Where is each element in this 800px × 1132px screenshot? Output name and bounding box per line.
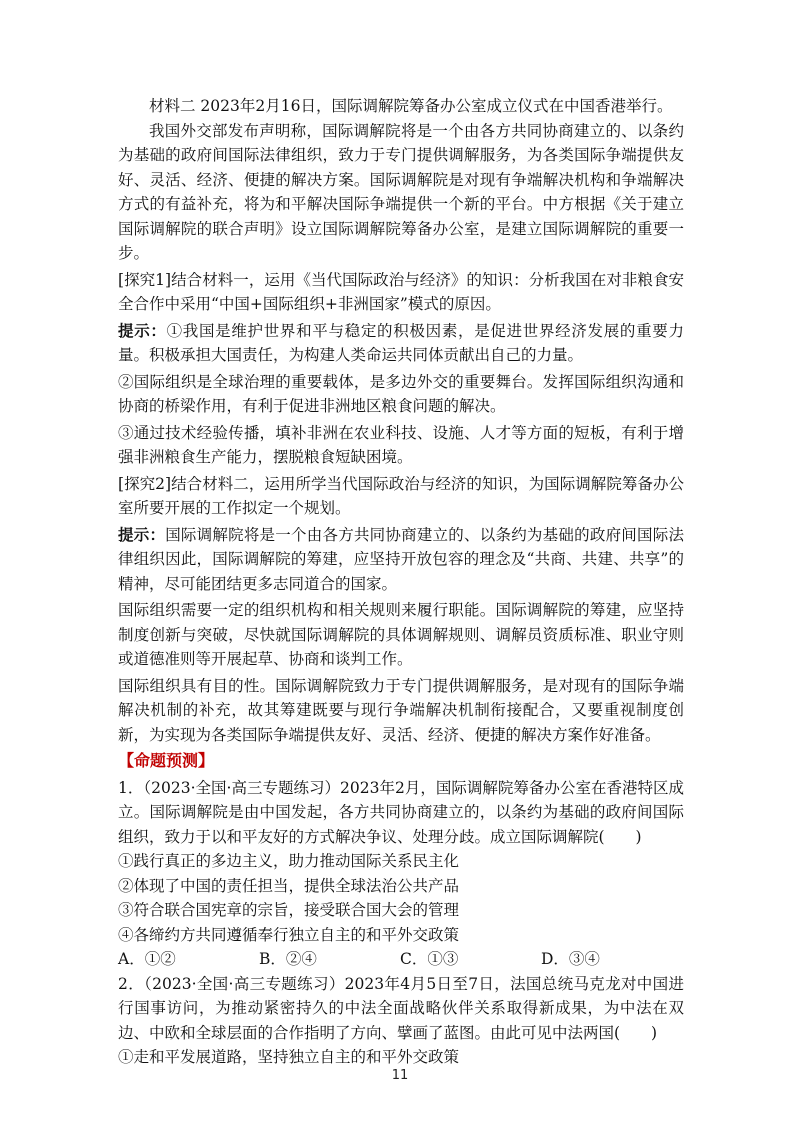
question-1-statement-1: ①践行真正的多边主义，助力推动国际关系民主化 xyxy=(118,852,460,870)
option-d: D．③④ xyxy=(541,950,600,968)
explore2-question: [探究2]结合材料二，运用所学当代国际政治与经济的知识，为国际调解院筹备办公室所要开展的工作拟定一个规划。 xyxy=(118,474,684,517)
explore2-hint-3: 国际组织具有目的性。国际调解院致力于专门提供调解服务，是对现有的国际争端解决机制的补充，故其筹建既要与现行争端解决机制衔接配合，又要重视制度创新，为实现为各类国际争端提供友好、灵活、经济、便捷的解决方案作好准备。 xyxy=(118,676,684,744)
option-a: A．①② xyxy=(118,950,176,968)
question-1-stem: 1．（2023·全国·高三专题练习）2023年2月，国际调解院筹备办公室在香港特区成立。国际调解院是由中国发起，各方共同协商建立的，以条约为基础的政府间国际组织，致力于以和平友好的方式解决争议、处理分歧。成立国际调解院( ) xyxy=(118,778,684,846)
question-1-statement-2: ②体现了中国的责任担当，提供全球法治公共产品 xyxy=(118,876,460,895)
question-2-stem: 2．（2023·全国·高三专题练习）2023年4月5日至7日，法国总统马克龙对中国进行国事访问，为推动紧密持久的中法全面战略伙伴关系取得新成果，为中法在双边、中欧和全球层面的合作指明了方向、擘画了蓝图。由此可见中法两国( ) xyxy=(118,974,684,1042)
question-2-statement-1: ①走和平发展道路，坚持独立自主的和平外交政策 xyxy=(118,1048,460,1066)
hint-label: 提示： xyxy=(118,524,166,544)
question-1-statement-3: ③符合联合国宪章的宗旨，接受联合国大会的管理 xyxy=(118,901,460,919)
document-content xyxy=(118,94,684,1070)
explore1-hint-2: ②国际组织是全球治理的重要载体，是多边外交的重要舞台。发挥国际组织沟通和协商的桥梁作用，有利于促进非洲地区粮食问题的解决。 xyxy=(118,372,684,415)
section-title: 【命题预测】 xyxy=(118,751,215,770)
explore1-question: [探究1]结合材料一，运用《当代国际政治与经济》的知识：分析我国在对非粮食安全合作中采用“中国+国际组织+非洲国家”模式的原因。 xyxy=(118,270,684,313)
hint-text: 国际调解院将是一个由各方共同协商建立的、以条约为基础的政府间国际法律组织因此，国际调解院的筹建，应坚持开放包容的理念及“共商、共建、共享”的精神，尽可能团结更多志同道合的国家。 xyxy=(118,525,684,593)
option-c: C．①③ xyxy=(400,950,459,968)
explore1-hint-1 xyxy=(118,319,684,368)
question-1-options xyxy=(118,947,684,972)
option-b: B．②④ xyxy=(259,950,317,968)
page-number: 11 xyxy=(391,1068,409,1083)
hint-label: 提示： xyxy=(118,320,167,340)
explore2-hint-1 xyxy=(118,523,684,597)
explore2-hint-2: 国际组织需要一定的组织机构和相关规则来履行职能。国际调解院的筹建，应坚持制度创新与突破，尽快就国际调解院的具体调解规则、调解员资质标准、职业守则或道德准则等开展起草、协商和谈判工作。 xyxy=(118,601,684,668)
material2-heading: 材料二 2023年2月16日，国际调解院筹备办公室成立仪式在中国香港举行。 xyxy=(149,97,673,115)
question-1-statement-4: ④各缔约方共同遵循奉行独立自主的和平外交政策 xyxy=(118,925,460,944)
hint-text: ①我国是维护世界和平与稳定的积极因素，是促进世界经济发展的重要力量。积极承担大国责任，为构建人类命运共同体贡献出自己的力量。 xyxy=(118,321,684,364)
material2-body: 我国外交部发布声明称，国际调解院将是一个由各方共同协商建立的、以条约为基础的政府间国际法律组织，致力于专门提供调解服务，为各类国际争端提供友好、灵活、经济、便捷的解决方案。国际调解院是对现有争端解决机构和争端解决方式的有益补充，将为和平解决国际争端提供一个新的平台。中方根据《关于建立国际调解院的联合声明》设立国际调解院筹备办公室，是建立国际调解院的重要一步。 xyxy=(118,121,684,262)
explore1-hint-3: ③通过技术经验传播，填补非洲在农业科技、设施、人才等方面的短板，有利于增强非洲粮食生产能力，摆脱粮食短缺困境。 xyxy=(118,423,684,466)
